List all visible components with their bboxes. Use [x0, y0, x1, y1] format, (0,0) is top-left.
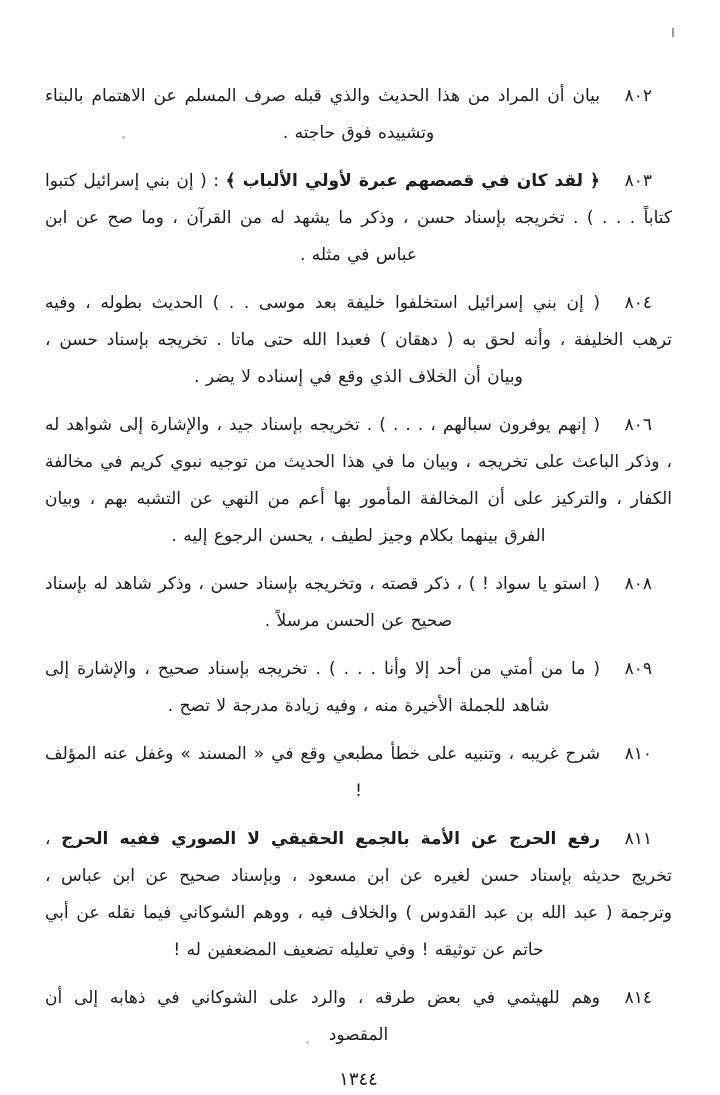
entry-text: [45, 78, 672, 152]
entry-text: [45, 407, 672, 555]
index-entry: [45, 163, 672, 274]
entries: [45, 78, 672, 1054]
index-entry: [45, 285, 672, 396]
entry-body-segment: ، تخريج حديثه بإسناد حسن لغيره عن ابن مسعود ، وبإسناد صحيح عن ابن عباس ، وترجمة ( عبد الله بن عبد القدوس ) والخلاف فيه ، ووهم الشوكاني فيما نقله عن أبي حاتم عن توثيقه ! وفي تعليله تضعيف المضعفين له !: [45, 829, 672, 960]
index-entry: [45, 566, 672, 640]
entry-number: ٨٠٣: [624, 171, 652, 191]
entry-body-segment: : ( إن بني إسرائيل كتبوا كتاباً . . . ) . تخريجه بإسناد حسن ، وذكر ما يشهد له من القرآن ، وما صح عن ابن عباس في مثله .: [45, 171, 672, 265]
entry-number: ٨١٤: [624, 988, 652, 1008]
entry-body-segment: ( إن بني إسرائيل استخلفوا خليفة بعد موسى . . ) الحديث بطوله ، وفيه ترهب الخليفة ، وأنه لحق به ( دهقان ) فعبدا الله حتى ماتا . تخريجه بإسناد حسن ، وبيان أن الخلاف الذي وقع في إسناده لا يضر .: [45, 293, 672, 387]
entry-heading-segment: ﴿ لقد كان في قصصهم عبرة لأولي الألباب ﴾: [225, 171, 600, 191]
text-block: [45, 78, 672, 1095]
page-number: ١٣٤٤: [339, 1069, 378, 1090]
entry-body-segment: شرح غريبه ، وتنبيه على خطأ مطبعي وقع في « المسند » وغفل عنه المؤلف !: [45, 744, 600, 801]
entry-text: [45, 980, 672, 1054]
entry-number: ٨٠٩: [624, 659, 652, 679]
entry-number: ٨٠٨: [624, 574, 652, 594]
entry-text: [45, 651, 672, 725]
scan-artifact: [306, 1041, 309, 1044]
scan-artifact: [122, 136, 125, 139]
entry-text: [45, 285, 672, 396]
index-entry: [45, 736, 672, 810]
index-entry: [45, 78, 672, 152]
index-entry: [45, 821, 672, 969]
entry-number: ٨٠٦: [624, 415, 652, 435]
entry-heading-segment: رفع الحرج عن الأمة بالجمع الحقيقي لا الصوري ففيه الحرج: [61, 829, 601, 849]
entry-body-segment: ( استو يا سواد ! ) ، ذكر قصته ، وتخريجه بإسناد حسن ، وذكر شاهد له بإسناد صحيح عن الحسن مرسلاً .: [45, 574, 600, 631]
entry-body-segment: وهم للهيثمي في بعض طرقه ، والرد على الشوكاني في ذهابه إلى أن المقصود: [45, 988, 600, 1045]
index-entry: [45, 651, 672, 725]
entry-text: [45, 736, 672, 810]
entry-number: ٨١٠: [624, 744, 652, 764]
entry-number: ٨٠٢: [624, 86, 652, 106]
entry-text: [45, 566, 672, 640]
entry-body-segment: ( ما من أمتي من أحد إلا وأنا . . . ) . تخريجه بإسناد صحيح ، والإشارة إلى شاهد للجملة الأخيرة منه ، وفيه زيادة مدرجة لا تصح .: [45, 659, 600, 716]
scan-artifact: [672, 28, 674, 37]
entry-body-segment: ( إنهم يوفرون سبالهم ، . . . ) . تخريجه بإسناد جيد ، والإشارة إلى شواهد له ، وذكر الباعث على تخريجه ، وبيان ما في هذا الحديث من توجيه نبوي كريم في مخالفة الكفار ، والتركيز على أن المخالفة المأمور بها أعم من النهي عن التشبه بهم ، وبيان الفرق بينهما بكلام وجيز لطيف ، يحسن الرجوع إليه .: [45, 415, 672, 546]
entry-number: ٨٠٤: [624, 293, 652, 313]
index-entry: [45, 980, 672, 1054]
entry-text: [45, 821, 672, 969]
entry-text: [45, 163, 672, 274]
entry-body-segment: بيان أن المراد من هذا الحديث والذي قبله صرف المسلم عن الاهتمام بالبناء وتشييده فوق حاجته .: [45, 86, 600, 143]
entry-number: ٨١١: [624, 829, 652, 849]
index-entry: [45, 407, 672, 555]
